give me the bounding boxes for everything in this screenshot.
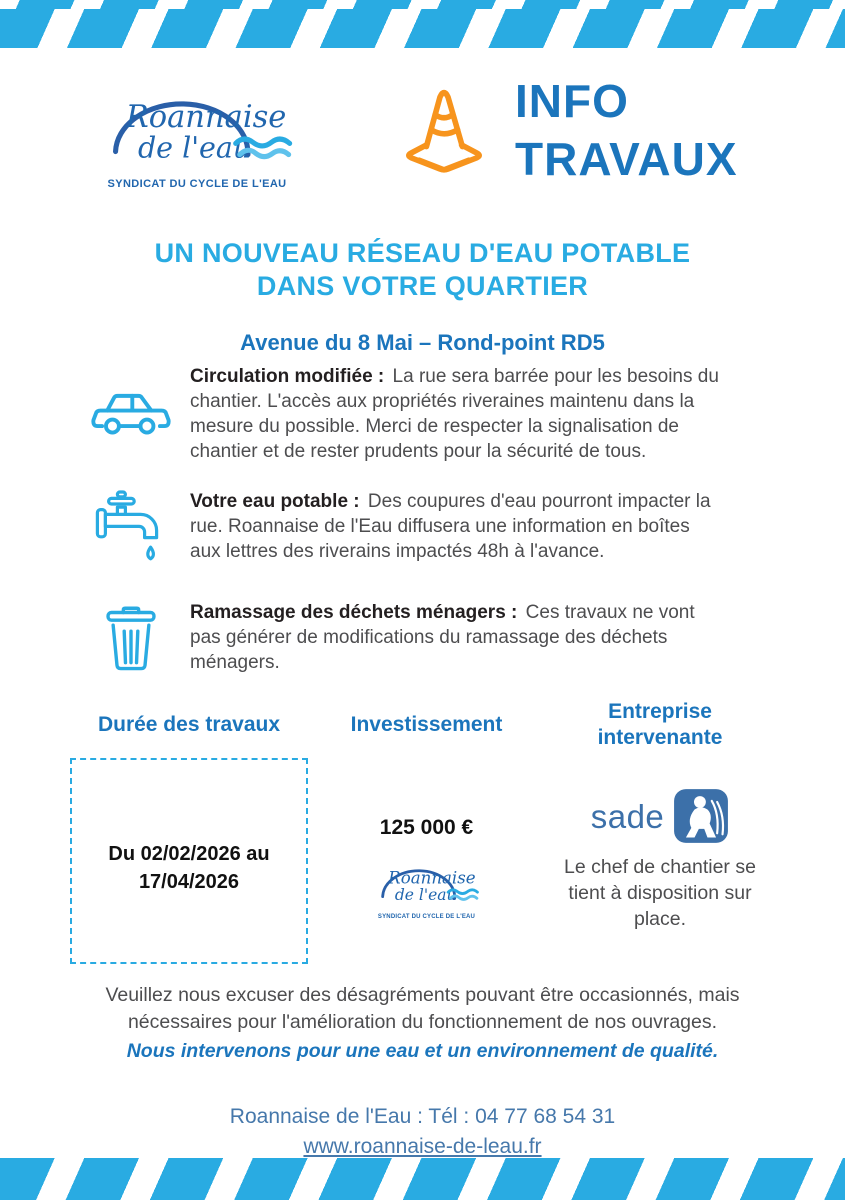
investment-heading: Investissement [350,713,503,736]
duration-heading: Durée des travaux [97,713,281,736]
info-travaux-line1: INFO [515,75,629,127]
section-dechets-text: Ramassage des déchets ménagers : Ces travaux ne vont pas générer de modifications du ramassage des déchets ménagers. [190,602,695,673]
footer-website-link[interactable]: www.roannaise-de-leau.fr [303,1135,542,1158]
duration-box [70,758,308,964]
investment-column [321,698,533,964]
footer-contact: Roannaise de l'Eau : Tél : 04 77 68 54 31 [229,1105,616,1128]
logo-tagline: SYNDICAT DU CYCLE DE L'EAU [107,178,287,190]
info-travaux-line2: TRAVAUX [515,133,738,185]
section-eau-potable-text: Votre eau potable : Des coupures d'eau pourront impacter la rue. Roannaise de l'Eau diffusera une information en boîtes aux lettres des riverains impactés 48h à l'avance. [190,490,711,562]
top-stripe-band [0,9,845,48]
roannaise-logo [85,70,309,190]
traffic-cone-icon [400,70,488,193]
company-heading: Entreprise intervenante [597,700,723,749]
section-dechets-lead: Ramassage des déchets ménagers : [190,602,518,623]
logo-tagline-small: SYNDICAT DU CYCLE DE L'EAU [377,914,476,920]
closing-apology: Veuillez nous excuser des désagréments pouvant être occasionnés, mais nécessaires pour l'amélioration du fonctionnement de nos ouvrages. [105,984,740,1033]
section-circulation-text: Circulation modifiée : La rue sera barrée pour les besoins du chantier. L'accès aux propriétés riveraines maintenu dans la mesure du possible. Merci de respecter la signalisation de chantier et de rester prudents pour la sécurité de tous. [190,366,719,462]
section-eau-potable [72,486,722,566]
roannaise-logo-small [321,852,533,920]
section-eau-potable-lead: Votre eau potable : [190,490,360,512]
top-stripe-band-thin [0,0,845,9]
duration-column [70,698,308,964]
company-column [545,698,775,964]
section-circulation-lead: Circulation modifiée : [190,366,385,387]
svg-text:de l'eau: de l'eau [394,885,457,904]
logo-name-line2: de l'eau [137,131,252,165]
page-title-line2: DANS VOTRE QUARTIER [256,271,589,301]
closing-paragraph [56,982,789,1065]
summary-columns [70,698,775,964]
location-subtitle: Avenue du 8 Mai – Rond-point RD5 [240,330,605,355]
duration-date-line1: Du 02/02/2026 au [108,843,270,865]
info-sections [72,364,722,675]
footer [0,1102,845,1162]
section-dechets [72,600,722,675]
investment-amount: 125 000 € [379,816,474,839]
section-circulation [72,364,722,464]
bottom-stripe-band [0,1158,845,1200]
duration-date-line2: 17/04/2026 [138,871,240,893]
trash-bin-icon [72,604,190,672]
page-title [0,237,845,303]
faucet-icon [72,486,190,566]
logo-name-line1: Roannaise [125,100,287,136]
sade-logo-icon [673,788,729,844]
company-note: Le chef de chantier se tient à disposition sur place. [564,856,756,930]
sade-logo-text: sade [590,797,665,835]
page-title-line1: UN NOUVEAU RÉSEAU D'EAU POTABLE [154,238,691,268]
svg-text:Roannaise: Roannaise [387,868,476,888]
roannaise-logo-mark [85,70,309,172]
sade-logo [545,788,775,844]
info-travaux-title [515,72,738,188]
car-icon [72,386,190,442]
closing-motto: Nous intervenons pour une eau et un environnement de qualité. [126,1040,719,1062]
